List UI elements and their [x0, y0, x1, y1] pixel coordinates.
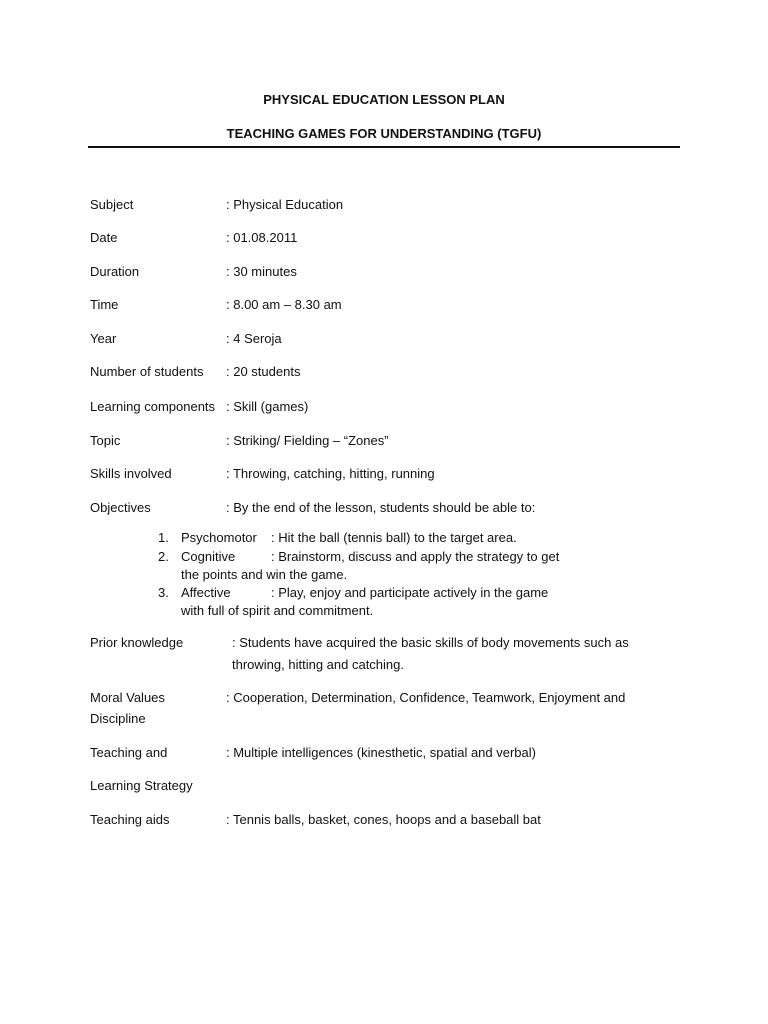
field-value: : 4 Seroja [226, 331, 282, 346]
objective-domain: Cognitive [181, 549, 236, 564]
field-value: : By the end of the lesson, students should be able to: [226, 500, 536, 515]
field-value-continued: throwing, hitting and catching. [232, 657, 404, 672]
document-title: PHYSICAL EDUCATION LESSON PLAN [263, 92, 505, 107]
objective-number: 2. [158, 549, 169, 564]
field-label: Time [90, 297, 119, 312]
field-label: Objectives [90, 500, 151, 515]
field-value: : 01.08.2011 [226, 230, 298, 245]
field-value: : Skill (games) [226, 399, 309, 414]
field-label: Teaching and [90, 745, 168, 760]
objective-number: 3. [158, 585, 169, 600]
field-value: : 30 minutes [226, 264, 297, 279]
objective-text: : Brainstorm, discuss and apply the strategy to get [271, 549, 560, 564]
field-label: Skills involved [90, 466, 172, 481]
document-subtitle: TEACHING GAMES FOR UNDERSTANDING (TGFU) [226, 126, 542, 141]
field-value: : 8.00 am – 8.30 am [226, 297, 342, 312]
field-value: : Tennis balls, basket, cones, hoops and a baseball bat [226, 812, 541, 827]
objective-number: 1. [158, 530, 169, 545]
field-label: Learning components [90, 399, 216, 414]
field-label: Year [90, 331, 117, 346]
field-label: Prior knowledge [90, 635, 184, 650]
objective-domain: Affective [181, 585, 231, 600]
field-value: : Multiple intelligences (kinesthetic, spatial and verbal) [226, 745, 536, 760]
field-label: Teaching aids [90, 812, 170, 827]
objective-text: : Play, enjoy and participate actively in the game [271, 585, 549, 600]
field-value: : Students have acquired the basic skills of body movements such as [232, 635, 629, 650]
field-label: Number of students [90, 364, 204, 379]
field-value: : 20 students [226, 364, 301, 379]
field-label: Topic [90, 433, 121, 448]
objective-domain: Psychomotor [181, 530, 257, 545]
objective-text: : Hit the ball (tennis ball) to the target area. [271, 530, 517, 545]
field-label: Date [90, 230, 118, 245]
field-value: : Striking/ Fielding – “Zones” [226, 433, 389, 448]
field-label: Moral Values [90, 690, 165, 705]
objective-text-continued: the points and win the game. [181, 567, 348, 582]
field-label-continued: Discipline [90, 711, 146, 726]
field-label: Subject [90, 197, 134, 212]
field-value: : Throwing, catching, hitting, running [226, 466, 435, 481]
objective-text-continued: with full of spirit and commitment. [181, 603, 374, 618]
title-divider [88, 146, 680, 148]
field-label-continued: Learning Strategy [90, 778, 193, 793]
field-value: : Physical Education [226, 197, 344, 212]
field-value: : Cooperation, Determination, Confidence, Teamwork, Enjoyment and [226, 690, 626, 705]
field-label: Duration [90, 264, 140, 279]
